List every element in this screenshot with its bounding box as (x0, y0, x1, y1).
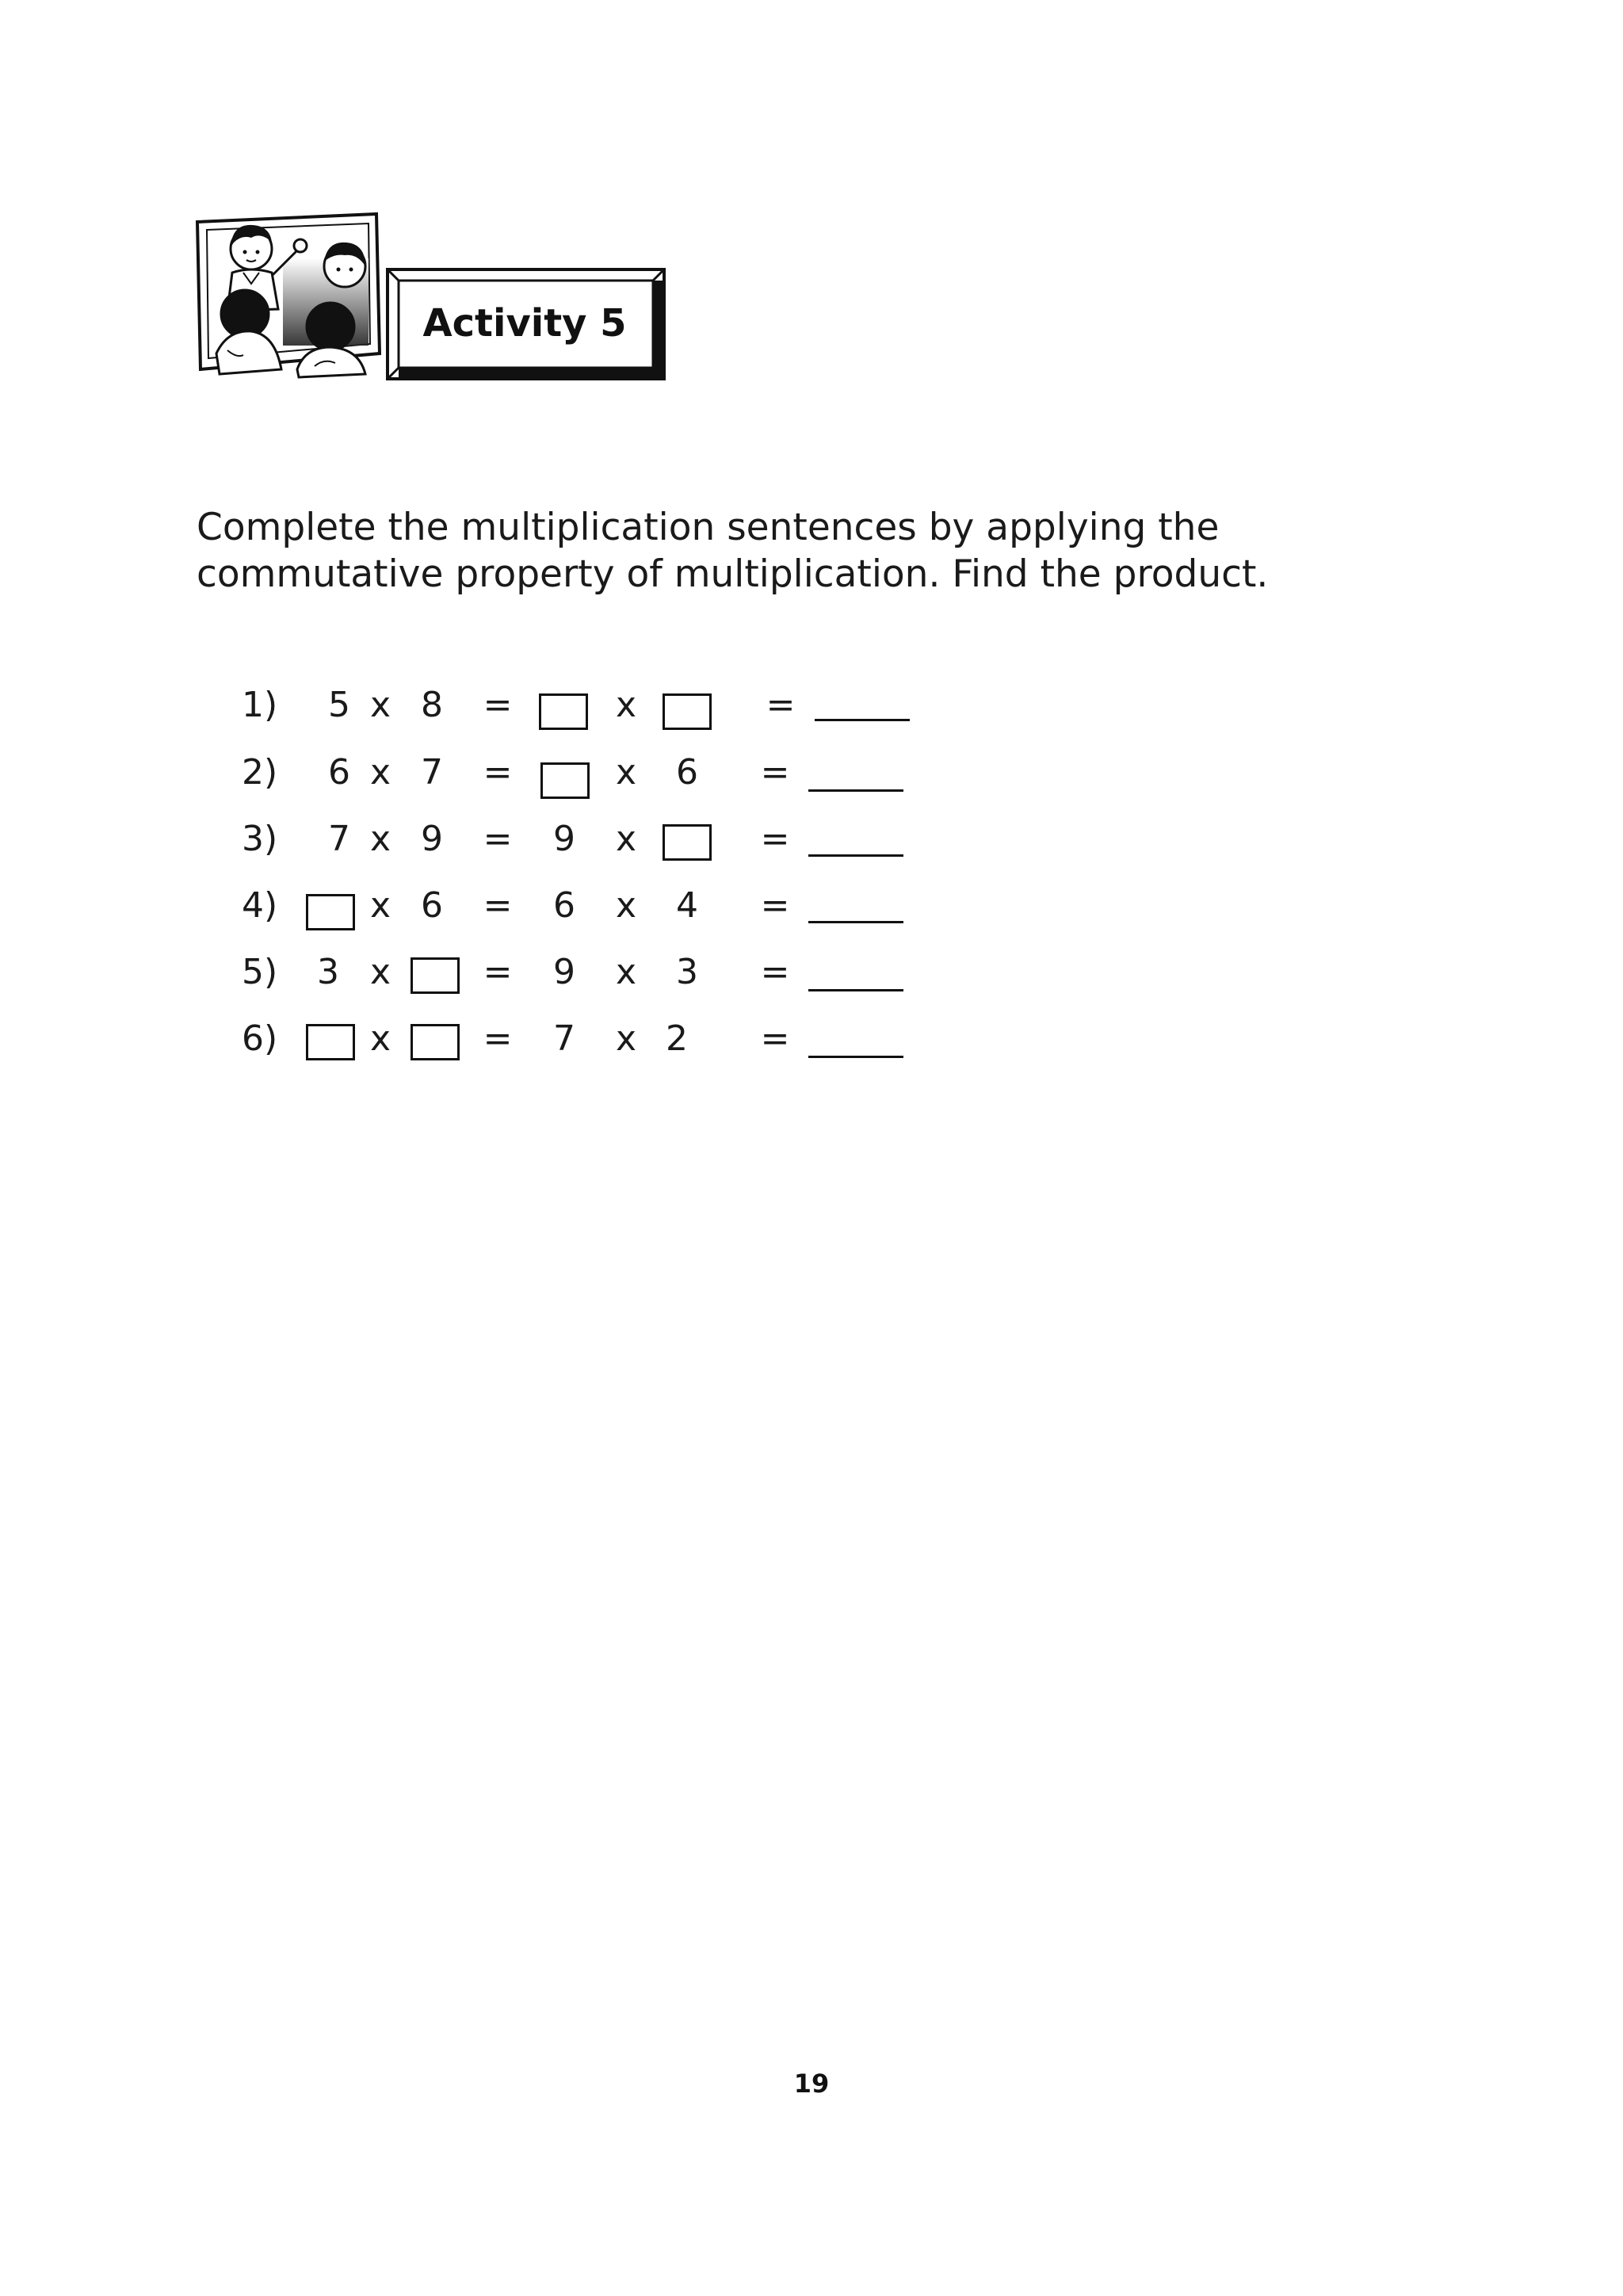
factor-c: 6 (553, 885, 575, 926)
times-sign: x (369, 685, 391, 725)
times-sign: x (615, 685, 637, 725)
problem-number: 3) (242, 819, 278, 859)
product-answer-line[interactable] (815, 719, 910, 721)
product-answer-line[interactable] (808, 789, 903, 792)
factor-b: 8 (421, 685, 443, 725)
times-sign: x (615, 952, 637, 992)
factor-c: 9 (553, 952, 575, 992)
problem-list (0, 0, 1623, 1110)
problem-row (0, 678, 1623, 733)
blank-box[interactable] (306, 894, 355, 930)
equals-sign: = (760, 952, 790, 992)
problem-row (0, 812, 1623, 867)
problem-row (0, 878, 1623, 934)
equals-sign: = (760, 819, 790, 859)
times-sign: x (615, 819, 637, 859)
blank-box[interactable] (663, 693, 712, 730)
blank-box[interactable] (306, 1024, 355, 1060)
factor-a: 3 (317, 952, 339, 992)
problem-row (0, 945, 1623, 1000)
problem-number: 2) (242, 752, 278, 793)
equals-sign: = (483, 819, 513, 859)
times-sign: x (615, 752, 637, 793)
times-sign: x (369, 952, 391, 992)
times-sign: x (369, 1018, 391, 1059)
equals-sign: = (483, 752, 513, 793)
blank-box[interactable] (411, 957, 460, 994)
problem-number: 5) (242, 952, 278, 992)
factor-c: 9 (553, 819, 575, 859)
blank-box[interactable] (540, 762, 590, 799)
factor-d: 3 (676, 952, 698, 992)
blank-box[interactable] (539, 693, 588, 730)
equals-sign: = (483, 685, 513, 725)
problem-row (0, 1011, 1623, 1067)
equals-sign: = (760, 885, 790, 926)
activity-title: Activity 5 (422, 301, 627, 346)
factor-d: 6 (676, 752, 698, 793)
problem-row (0, 745, 1623, 800)
times-sign: x (369, 752, 391, 793)
times-sign: x (615, 885, 637, 926)
factor-b: 6 (421, 885, 443, 926)
equals-sign: = (760, 1018, 790, 1059)
factor-b: 7 (421, 752, 443, 793)
factor-a: 7 (328, 819, 350, 859)
factor-c: 7 (553, 1018, 575, 1059)
factor-d: 4 (676, 885, 698, 926)
problem-number: 6) (242, 1018, 278, 1059)
blank-box[interactable] (411, 1024, 460, 1060)
equals-sign: = (766, 685, 796, 725)
equals-sign: = (483, 952, 513, 992)
factor-a: 6 (328, 752, 350, 793)
equals-sign: = (483, 1018, 513, 1059)
product-answer-line[interactable] (808, 854, 903, 857)
instructions-line-1: Complete the multiplication sentences by applying the (197, 506, 1220, 549)
blank-box[interactable] (663, 824, 712, 861)
page-number: 19 (793, 2069, 830, 2099)
problem-number: 4) (242, 885, 278, 926)
equals-sign: = (483, 885, 513, 926)
product-answer-line[interactable] (808, 921, 903, 923)
equals-sign: = (760, 752, 790, 793)
factor-a: 5 (328, 685, 350, 725)
factor-d: 2 (666, 1018, 688, 1059)
problem-number: 1) (242, 685, 278, 725)
instructions-line-2: commutative property of multiplication. Find the product. (197, 552, 1269, 596)
product-answer-line[interactable] (808, 1056, 903, 1058)
product-answer-line[interactable] (808, 989, 903, 991)
times-sign: x (369, 885, 391, 926)
factor-b: 9 (421, 819, 443, 859)
times-sign: x (615, 1018, 637, 1059)
times-sign: x (369, 819, 391, 859)
